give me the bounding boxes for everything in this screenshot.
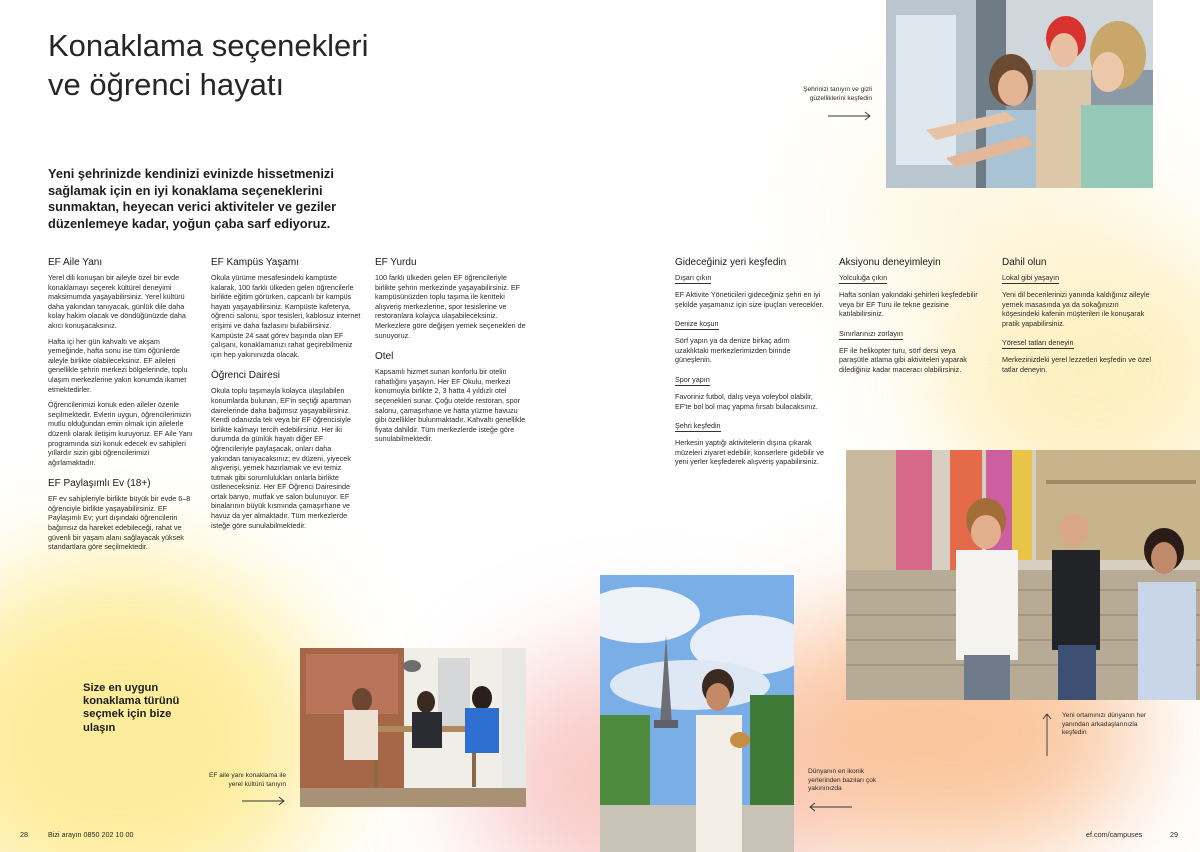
explore-text-1: EF Aktivite Yöneticileri gideceğiniz şehri en iyi şekilde yaşamanız için size ipuçları verecekler. [675,290,824,309]
subway-caption: Şehrinizi tanıyın ve gizli güzelliklerini keşfedin [780,86,872,121]
column-action [839,256,987,381]
subway-photo [886,0,1153,188]
contact-cta: Size en uygun konaklama türünü seçmek için bize ulaşın [83,682,180,734]
action-text-2: EF ile helikopter turu, sörf dersi veya paraşütle atlama gibi aktiviteleri yaparak dilediğiniz kadar maceracı olabilirsiniz. [839,345,967,374]
hotel-heading: Otel [375,351,394,363]
host-family-text-2: Hafta içi her gün kahvaltı ve akşam yemeğinde, hafta sonu ise tüm öğünlerde aileyle birlikte olabileceksiniz. EF aileleri genellikle şehrin merkezi bölgelerinde, toplu ulaşım merkezlerine yakın konumda ikamet etmektedirler. [48,336,188,394]
action-sub-2: Sınırlarınızı zorlayın [839,328,903,338]
paris-photo [600,575,794,852]
explore-text-3: Favoriniz futbol, dalış veya voleybol olabilir, EF'te bol bol maç yapma fırsatı bulacaksınız. [675,391,818,411]
explore-sub-4: Şehri keşfedin [675,421,721,431]
page-number-left: 28 [20,830,28,839]
campus-text: Okula yürüme mesafesindeki kampüste kalarak, 100 farklı ülkeden gelen öğrencilerle birlikte eğitim görürken, capcanlı bir kampüs hayatı yaşayabilirsiniz. Kampüste kafeterya, öğrenci salonu, spor tesisleri, kablosuz internet erişimi ve daha fazlasını bulabilirsiniz. Kampüste 24 saat görev başında olan EF çalışanı, konaklamanızı rahat geçirebilmeniz için hep yakınınızda olacak. [211,273,361,359]
dorm-heading: EF Yurdu [375,257,417,268]
arrow-right-icon [828,111,872,121]
action-text-1: Hafta sonları yakındaki şehirleri keşfedebilir veya bir EF Turu ile tekne gezisine katılabilirsiniz. [839,290,978,319]
shared-house-text: EF ev sahipleriyle birlikte büyük bir evde 6–8 öğrenciyle birlikte yaşayabilirsiniz. EF Paylaşımlı Ev; yurt dışındaki öğrencilerin bağımsız da hareket edebileceği, rahat ve güvenli bir yaşam alanı sağlayacak yüksek standartlara göre seçilmektedir. [48,494,191,552]
column-join [1002,256,1154,381]
shared-house-heading: EF Paylaşımlı Ev (18+) [48,478,151,490]
explore-sub-3: Spor yapın [675,374,710,384]
column-campus [211,256,361,536]
host-family-text-1: Yerel dili konuşan bir aileyle özel bir evde konaklamayı seçerek kültürel deneyimi maksimumda yaşayabilirsiniz. Yerel kültürü daha yakından tanıyacak, günlük dile daha kolay hakim olacak ve döndüğünüzde daha akıcı konuşacaksınız. [48,273,186,330]
action-sub-1: Yolculuğa çıkın [839,273,888,282]
arrow-left-icon [808,802,852,812]
explore-heading: Gideceğiniz yeri keşfedin [675,257,787,268]
family-dinner-photo [300,648,526,807]
friends-caption: Yeni ortamınızı dünyanın her yanından arkadaşlarınızla keşfedin [1062,712,1147,737]
explore-sub-1: Dışarı çıkın [675,273,712,282]
host-family-text-3: Öğrencilerimizi konuk eden aileler özenle seçilmektedir. Evlerin uygun, öğrencilerimizin mutlu olduğundan emin olmak için ailelerle düzenli olarak iletişim kuruyoruz. EF Aile Yanı programında sizi konuk edecek ev sahipleri yıllardır sizin gibi öğrencilerimizi ağırlamaktadır. [48,400,193,467]
page-number-right: 29 [1170,830,1178,839]
join-heading: Dahil olun [1002,257,1047,268]
explore-text-2: Sörf yapın ya da denize birkaç adım uzaklıktaki merkezlerimizden birinde güneşlenin. [675,336,791,365]
column-dorm [375,256,527,450]
action-heading: Aksiyonu deneyimleyin [839,257,941,268]
intro-text: Yeni şehrinizde kendinizi evinizde hissetmenizi sağlamak için en iyi konaklama seçeneklerini sunmaktan, heyecan verici aktiviteler ve geziler düzenlemeye kadar, yoğun çaba sarf ediyoruz. [48,166,337,231]
join-text-2: Merkezinizdeki yerel lezzetleri keşfedin ve özel tatlar deneyin. [1002,355,1152,374]
explore-text-4: Herkesin yaptığı aktivitelerin dışına çıkarak müzeleri ziyaret edebilir, konserlere gidebilir ve yeni yerler keşfederek alışveriş yapabilirsiniz. [675,438,825,467]
host-family-heading: EF Aile Yanı [48,257,103,268]
footer-phone: Bizi arayın 0850 202 10 00 [48,830,134,839]
apartment-text: Okula toplu taşımayla kolayca ulaşılabilen konumlarda bulunan, EF'in seçtiği apartman dairelerinde daha bağımsız yaşayabilirsiniz. Kendi odanızda tek veya bir EF öğrencisiyle birlikte kalmayı tercih edebilirsiniz. Her iki durumda da günlük hayatı diğer EF öğrencileriyle paylaşacak, onları daha yakından tanıyacaksınız; ev düzeni, yiyecek alışverişi, yemek hazırlamak ve evi temiz tutmak gibi sorumlulukları onlarla birlikte üstleneceksiniz. Her EF Öğrenci Dairesinde ortak banyo, mutfak ve salon bulunuyor. EF binalarının büyük kısmında çamaşırhane ve havuz da yer almaktadır. Tüm merkezlerde isteğe göre sunulabilmektedir. [211,386,352,530]
column-host-family [48,256,198,558]
footer-url[interactable]: ef.com/campuses [1086,830,1143,839]
join-sub-1: Lokal gibi yaşayın [1002,273,1060,282]
campus-heading: EF Kampüs Yaşamı [211,257,299,268]
apartment-heading: Öğrenci Dairesi [211,370,280,382]
arrow-up-icon [1042,712,1052,756]
friends-photo [846,450,1200,700]
column-explore [675,256,825,473]
join-text-1: Yeni dil becerilerinizi yanında kaldığınız aileyle yemek masasında ya da sokağınızın köşesindeki kafenin müşterileri ile konuşarak pratik yapabilirsiniz. [1002,290,1150,328]
dorm-text: 100 farklı ülkeden gelen EF öğrencileriyle birlikte şehrin merkezinde yaşayabilirsiniz. EF kampüsünüzden toplu taşıma ile kentteki alışveriş merkezlerine, spor tesislerine ve restoranlara kolayca ulaşabileceksiniz. Merkezlere göre değişen yemek seçenekleri de sunuyoruz. [375,273,526,340]
paris-caption: Dünyanın en ikonik yerlerinden bazıları çok yakınınızda [808,768,888,812]
family-caption: EF aile yanı konaklama ile yerel kültürü tanıyın [200,772,286,806]
hotel-text: Kapsamlı hizmet sunan konforlu bir otelin rahatlığını yaşayın. Her EF Okulu, merkezi konumuyla birlikte 2, 3 hatta 4 yıldızlı otel seçenekleri sunar. Çoğu otelde restoran, spor salonu, çamaşırhane ve hatta yüzme havuzu gibi özellikler bulunmaktadır. Kahvaltı genellikle fiyata dahildir. Tüm merkezlerde isteğe göre sunulabilmektedir. [375,367,526,444]
join-sub-2: Yöresel tatları deneyin [1002,338,1074,348]
page-title: Konaklama seçenekleri ve öğrenci hayatı [48,28,369,102]
arrow-right-icon [242,796,286,806]
explore-sub-2: Denize koşun [675,319,719,329]
